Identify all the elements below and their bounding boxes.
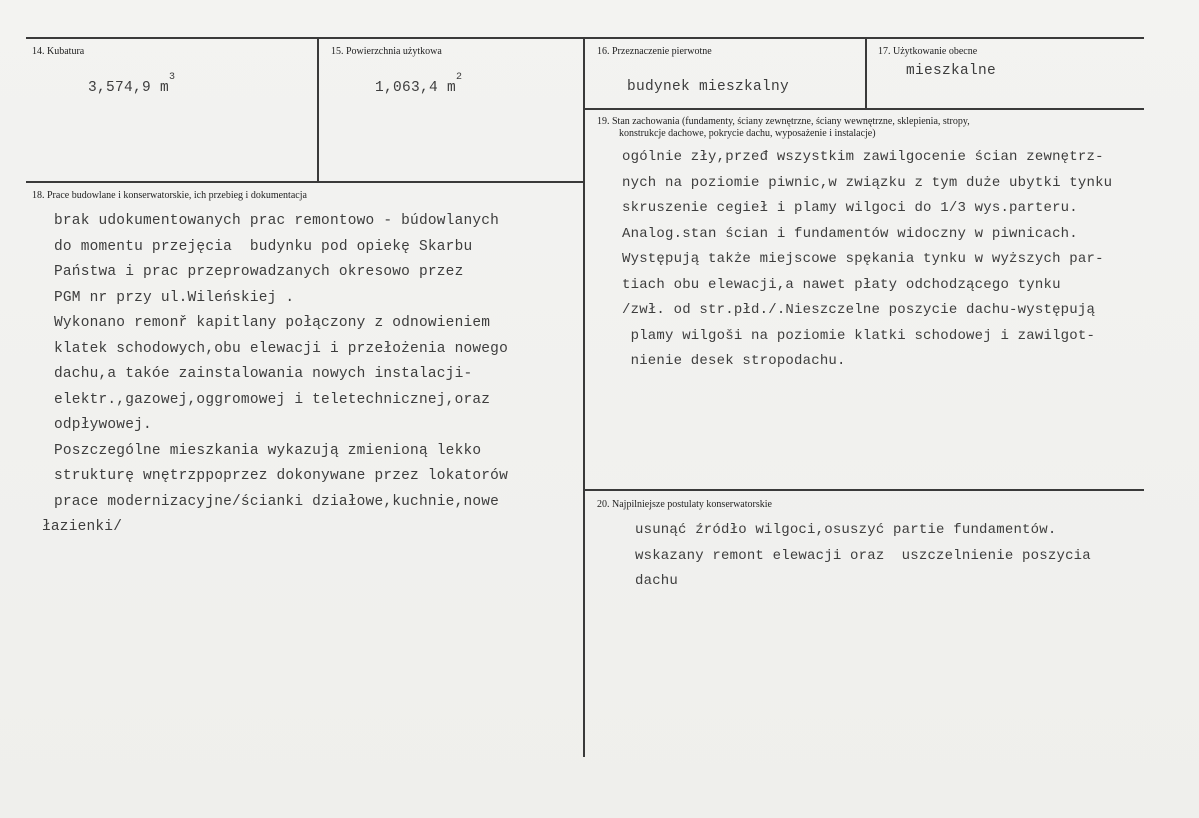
text-line: skruszenie cegieł i plamy wilgoci do 1/3 wys.parteru. (622, 200, 1078, 216)
text-line: wskazany remont elewacji oraz uszczelnienie poszycia (635, 547, 1091, 564)
field-20-text (635, 518, 1091, 595)
text-line: dachu,a takóe zainstalowania nowych instalacji- (54, 366, 473, 382)
text-line: PGM nr przy ul.Wileńskiej . (54, 289, 295, 306)
text-line: łazienki/ (42, 519, 123, 535)
field-19-label-line2: konstrukcje dachowe, pokrycie dachu, wyposażenie i instalacje) (619, 128, 876, 139)
text-line: Poszczególne mieszkania wykazują zmienioną lekko (54, 442, 482, 459)
field-18-label: 18. Prace budowlane i konserwatorskie, ich przebieg i dokumentacja (32, 190, 307, 201)
text-line: ogólnie zły,przeđ wszystkim zawilgocenie ścian zewnętrz- (622, 149, 1104, 165)
text-line: nienie desek stropodachu. (622, 353, 846, 369)
rule-19 (585, 108, 1144, 110)
field-17-label: 17. Użytkowanie obecne (878, 46, 978, 57)
field-20-label: 20. Najpilniejsze postulaty konserwatorskie (597, 499, 772, 510)
text-line: Państwa i prac przeprowadzanych okresowo przez (54, 264, 464, 280)
text-line: Występują także miejscowe spękania tynku w wyższych par- (622, 251, 1104, 267)
field-19-label-line1: 19. Stan zachowania (fundamenty, ściany zewnętrzne, ściany wewnętrzne, sklepienia, stropy, (597, 116, 970, 127)
divider-15-16 (583, 39, 585, 757)
text-line: elektr.,gazowej,oggromowej i teletechnicznej,oraz (54, 391, 491, 408)
text-line: do momentu przejęcia budynku pod opiekę Skarbu (54, 238, 473, 255)
divider-16-17 (865, 39, 867, 109)
field-19-text (622, 145, 1112, 375)
rule-20 (585, 489, 1144, 491)
text-line: strukturę wnętrzppoprzez dokonywane przez lokatorów (54, 468, 508, 484)
text-line: nych na poziomie piwnic,w związku z tym duże ubytki tynku (622, 174, 1113, 191)
text-line: odpływowej. (54, 417, 152, 433)
rule-18 (26, 181, 583, 183)
field-17-value: mieszkalne (906, 63, 997, 79)
field-14-label: 14. Kubatura (32, 46, 85, 57)
text-line: Analog.stan ścian i fundamentów widoczny w piwnicach. (622, 225, 1078, 242)
field-16-value: budynek mieszkalny (627, 79, 790, 95)
text-line: Wykonano remonř kapitlany połączony z odnowieniem (54, 315, 491, 331)
field-18-text (42, 209, 508, 541)
text-line: plamy wilgoši na poziomie klatki schodowej i zawilgot- (622, 327, 1096, 344)
field-14-value: 3,574,9 $m^3$ (88, 72, 176, 96)
text-line: klatek schodowych,obu elewacji i przełożenia nowego (54, 340, 508, 357)
field-15-label: 15. Powierzchnia użytkowa (331, 46, 442, 57)
text-line: /zwł. od str.płd./.Nieszczelne poszycie dachu-występują (622, 302, 1096, 318)
text-line: usunąć źródło wilgoci,osuszyć partie fundamentów. (635, 522, 1057, 538)
text-line: prace modernizacyjne/ścianki działowe,kuchnie,nowe (54, 493, 500, 510)
field-15-value: 1,063,4 $m^2$ (375, 72, 463, 96)
field-19-label (597, 116, 970, 140)
field-16-label: 16. Przeznaczenie pierwotne (597, 46, 712, 57)
text-line: tiach obu elewacji,a nawet płaty odchodzącego tynku (622, 276, 1061, 293)
divider-14-15 (317, 39, 319, 182)
text-line: dachu (635, 573, 679, 589)
text-line: brak udokumentowanych prac remontowo - búdowlanych (54, 213, 500, 229)
top-rule (26, 37, 1144, 39)
